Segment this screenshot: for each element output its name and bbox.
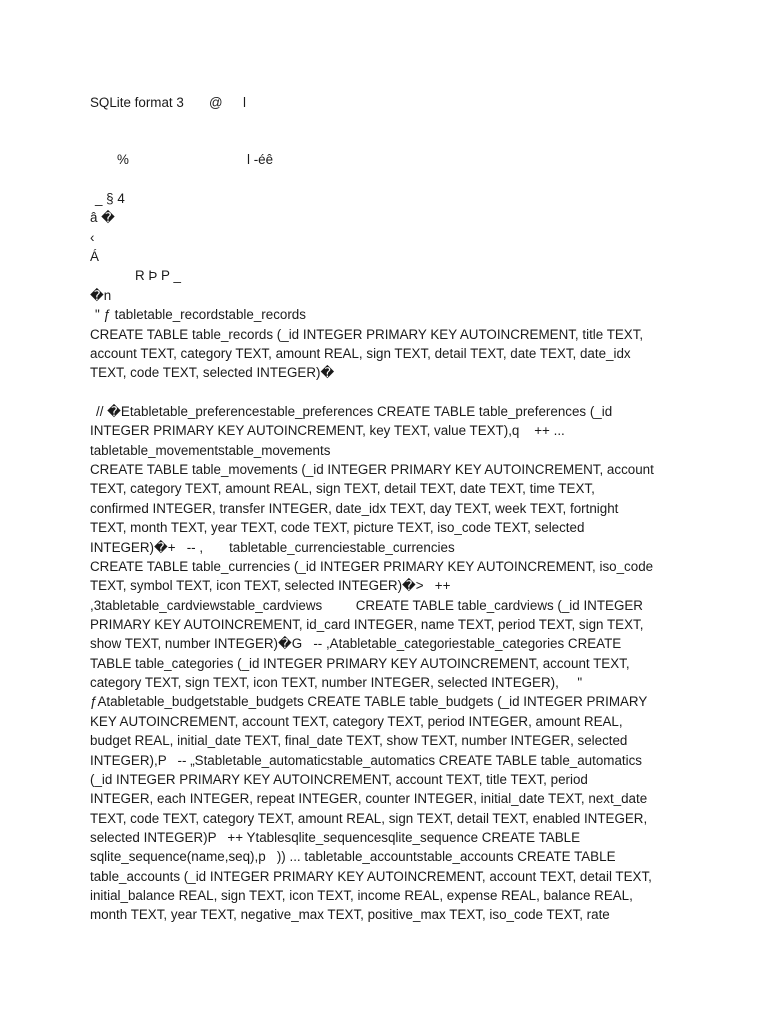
body-line: PRIMARY KEY AUTOINCREMENT, id_card INTEGER, name TEXT, period TEXT, sign TEXT, — [90, 617, 644, 632]
body-line: budget REAL, initial_date TEXT, final_date TEXT, show TEXT, number INTEGER, selected — [90, 733, 628, 748]
body-line: show TEXT, number INTEGER)�G -- ,Atabletable_categoriestable_categories CREATE — [90, 636, 622, 651]
noise-line: ‹ — [90, 230, 95, 245]
body-line: month TEXT, year TEXT, negative_max TEXT, positive_max TEXT, iso_code TEXT, rate — [90, 907, 610, 922]
body-line: selected INTEGER)P ++ Ytablesqlite_sequencesqlite_sequence CREATE TABLE — [90, 830, 581, 845]
noise-line: l -éê — [247, 152, 274, 167]
noise-line: Á — [90, 249, 99, 264]
body-line: INTEGER),P -- „Stabletable_automaticstable_automatics CREATE TABLE table_automatics — [90, 753, 642, 768]
body-line: TEXT, code TEXT, selected INTEGER)� — [90, 365, 335, 380]
sqlite-header-format: SQLite format 3 — [90, 95, 184, 110]
noise-line: " ƒ tabletable_recordstable_records — [95, 307, 306, 322]
body-line: ,3tabletable_cardviewstable_cardviews CREATE TABLE table_cardviews (_id INTEGER — [90, 598, 643, 613]
body-line: tabletable_movementstable_movements — [90, 443, 331, 458]
body-line: CREATE TABLE table_records (_id INTEGER PRIMARY KEY AUTOINCREMENT, title TEXT, — [90, 327, 644, 342]
body-line: KEY AUTOINCREMENT, account TEXT, category TEXT, period INTEGER, amount REAL, — [90, 714, 623, 729]
sqlite-header-pipe: l — [243, 95, 246, 110]
body-line: sqlite_sequence(name,seq),p )) ... tabletable_accountstable_accounts CREATE TABLE — [90, 849, 616, 864]
body-line: confirmed INTEGER, transfer INTEGER, date_idx TEXT, day TEXT, week TEXT, fortnight — [90, 501, 619, 516]
body-line: CREATE TABLE table_currencies (_id INTEGER PRIMARY KEY AUTOINCREMENT, iso_code — [90, 559, 654, 574]
body-line: TEXT, month TEXT, year TEXT, code TEXT, picture TEXT, iso_code TEXT, selected — [90, 520, 585, 535]
noise-line: â � — [90, 210, 115, 225]
noise-line: _ § 4 — [95, 191, 125, 206]
body-line: CREATE TABLE table_movements (_id INTEGER PRIMARY KEY AUTOINCREMENT, account — [90, 462, 654, 477]
body-line: ƒAtabletable_budgetstable_budgets CREATE TABLE table_budgets (_id INTEGER PRIMARY — [90, 694, 648, 709]
noise-line: % — [117, 152, 129, 167]
body-line: table_accounts (_id INTEGER PRIMARY KEY AUTOINCREMENT, account TEXT, detail TEXT, — [90, 869, 652, 884]
body-line: TEXT, code TEXT, category TEXT, amount REAL, sign TEXT, detail TEXT, enabled INTEGER, — [90, 811, 648, 826]
body-line: initial_balance REAL, sign TEXT, icon TEXT, income REAL, expense REAL, balance REAL, — [90, 888, 633, 903]
body-line: (_id INTEGER PRIMARY KEY AUTOINCREMENT, account TEXT, title TEXT, period — [90, 772, 588, 787]
body-line: TEXT, category TEXT, amount REAL, sign TEXT, detail TEXT, date TEXT, time TEXT, — [90, 481, 595, 496]
noise-line: �n — [90, 288, 112, 303]
sqlite-header-marker: @ — [209, 95, 223, 110]
body-line: account TEXT, category TEXT, amount REAL, sign TEXT, detail TEXT, date TEXT, date_idx — [90, 346, 631, 361]
noise-line: R Þ P _ — [135, 268, 181, 283]
body-line: INTEGER)�+ -- , tabletable_currenciestable_currencies — [90, 540, 455, 555]
body-line: // �Etabletable_preferencestable_preferences CREATE TABLE table_preferences (_id — [96, 404, 613, 419]
body-line: category TEXT, sign TEXT, icon TEXT, number INTEGER, selected INTEGER), " — [90, 675, 583, 690]
body-line: INTEGER, each INTEGER, repeat INTEGER, counter INTEGER, initial_date TEXT, next_date — [90, 791, 648, 806]
body-line: TEXT, symbol TEXT, icon TEXT, selected INTEGER)�> ++ — [90, 578, 451, 593]
body-line: TABLE table_categories (_id INTEGER PRIMARY KEY AUTOINCREMENT, account TEXT, — [90, 656, 630, 671]
body-line: INTEGER PRIMARY KEY AUTOINCREMENT, key TEXT, value TEXT),q ++ ... — [90, 423, 565, 438]
